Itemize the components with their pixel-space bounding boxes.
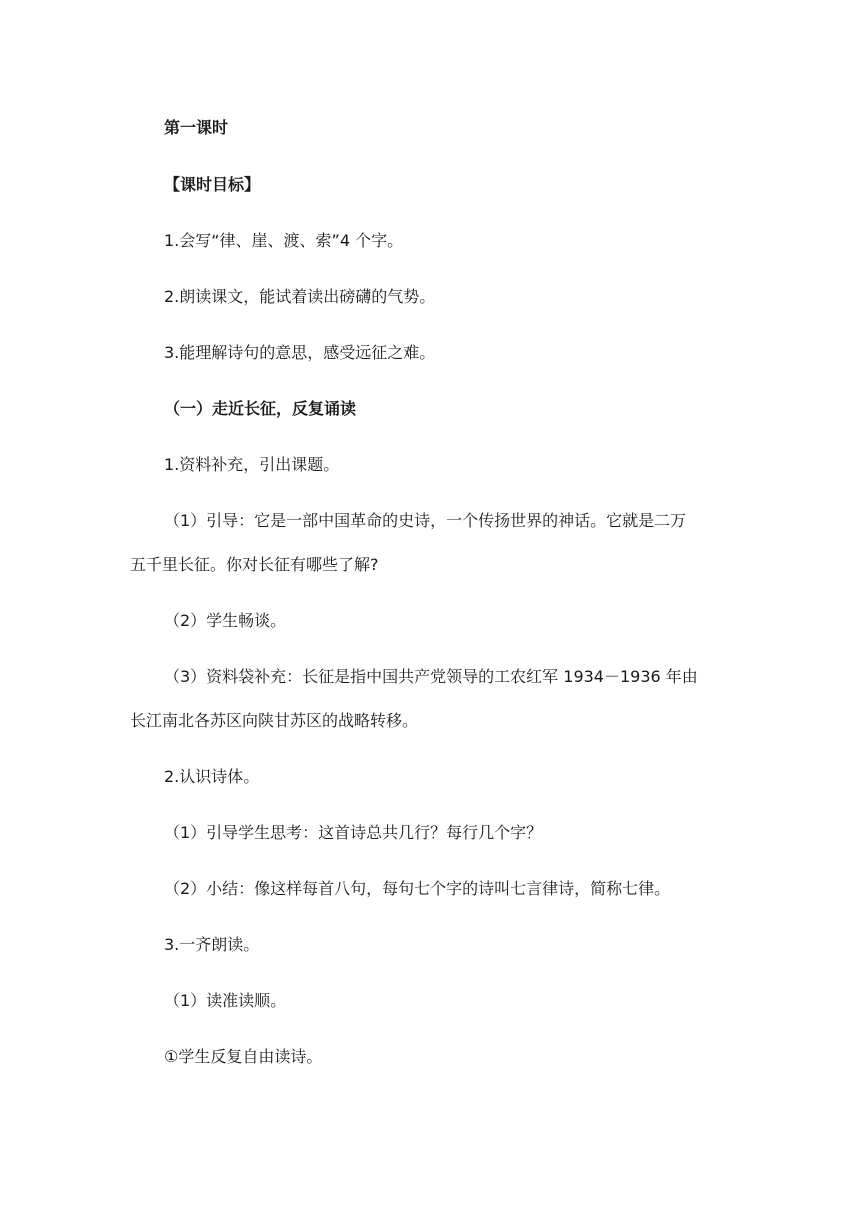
lesson-title: 第一课时 <box>164 118 229 137</box>
section-heading-1: （一）走近长征，反复诵读 <box>164 399 357 418</box>
goal-item-3: 3.能理解诗句的意思，感受远征之难。 <box>164 343 436 362</box>
step-1-2: （2）学生畅谈。 <box>164 611 287 630</box>
step-2-1: （1）引导学生思考：这首诗总共几行？每行几个字？ <box>164 823 543 842</box>
goal-item-1: 1.会写“律、崖、渡、索”4 个字。 <box>164 231 404 250</box>
step-2: 2.认识诗体。 <box>164 767 260 786</box>
step-3-1: （1）读准读顺。 <box>164 991 287 1010</box>
step-1-1-line-2: 五千里长征。你对长征有哪些了解? <box>130 555 379 574</box>
step-2-2: （2）小结：像这样每首八句，每句七个字的诗叫七言律诗，简称七律。 <box>164 879 671 898</box>
goal-heading: 【课时目标】 <box>164 175 261 194</box>
step-3: 3.一齐朗读。 <box>164 935 260 954</box>
step-1-3-line-2: 长江南北各苏区向陕甘苏区的战略转移。 <box>130 711 419 730</box>
goal-item-2: 2.朗读课文，能试着读出磅礴的气势。 <box>164 287 436 306</box>
step-1-3-line-1: （3）资料袋补充：长征是指中国共产党领导的工农红军 1934－1936 年由 <box>164 667 698 686</box>
step-3-1-a: ①学生反复自由读诗。 <box>164 1047 323 1066</box>
step-1: 1.资料补充，引出课题。 <box>164 455 340 474</box>
step-1-1-line-1: （1）引导：它是一部中国革命的史诗，一个传扬世界的神话。它就是二万 <box>164 511 687 530</box>
